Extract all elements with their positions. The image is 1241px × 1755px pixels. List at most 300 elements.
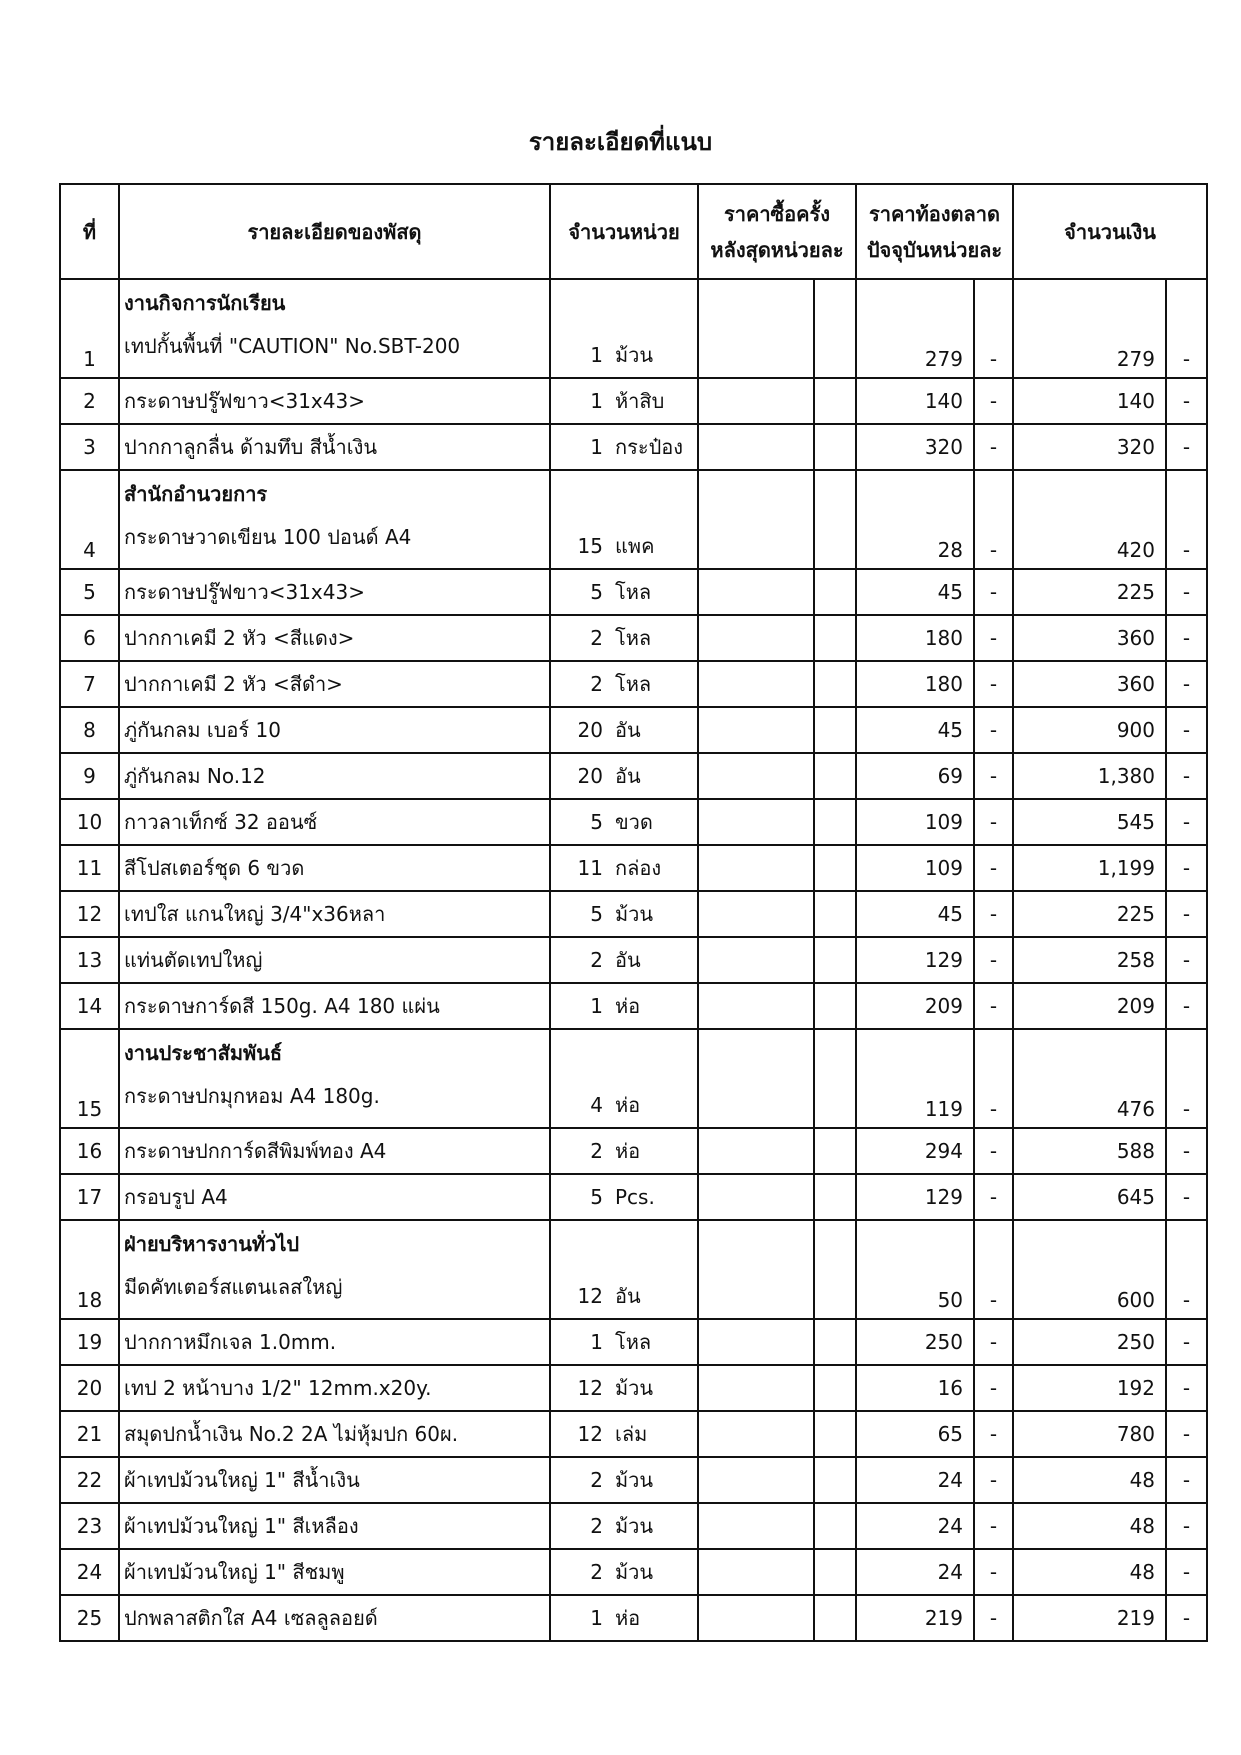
description-cell [119,661,550,707]
quantity-unit: กล่อง [615,856,662,880]
market-price: 129 [856,1174,974,1220]
description-cell [119,424,550,470]
market-price-decimal: - [974,1319,1013,1365]
amount: 48 [1013,1549,1166,1595]
quantity-cell [550,707,698,753]
last-price-decimal-cell [814,1549,856,1595]
market-price-decimal: - [974,1220,1013,1319]
last-price-decimal-cell [814,1365,856,1411]
market-price: 109 [856,799,974,845]
market-price: 45 [856,569,974,615]
amount: 476 [1013,1029,1166,1128]
item-number: 1 [60,279,119,378]
amount: 588 [1013,1128,1166,1174]
table-row [60,1503,1207,1549]
item-number: 19 [60,1319,119,1365]
quantity-value: 2 [590,1514,603,1538]
last-price-decimal-cell [814,1220,856,1319]
header-no: ที่ [60,184,119,279]
last-price-cell [698,1595,814,1641]
amount: 780 [1013,1411,1166,1457]
last-price-cell [698,569,814,615]
description-cell [119,1128,550,1174]
description-cell [119,569,550,615]
market-price: 24 [856,1457,974,1503]
quantity-cell [550,1365,698,1411]
last-price-decimal-cell [814,1029,856,1128]
last-price-cell [698,983,814,1029]
market-price-decimal: - [974,378,1013,424]
quantity-value: 1 [590,994,603,1018]
table-body [60,279,1207,1641]
description-cell [119,799,550,845]
table-row [60,937,1207,983]
last-price-decimal-cell [814,1128,856,1174]
quantity-cell [550,279,698,378]
market-price: 50 [856,1220,974,1319]
market-price-decimal: - [974,1174,1013,1220]
table-row [60,845,1207,891]
market-price-decimal: - [974,1595,1013,1641]
quantity-value: 2 [590,1560,603,1584]
last-price-decimal-cell [814,1319,856,1365]
item-number: 4 [60,470,119,569]
quantity-cell [550,661,698,707]
table-row [60,615,1207,661]
item-description: ปากกาลูกลื่น ด้ามทึบ สีน้ำเงิน [124,435,378,459]
market-price-decimal: - [974,661,1013,707]
item-description: เทปใส แกนใหญ่ 3/4"x36หลา [124,902,386,926]
amount-decimal: - [1166,1128,1207,1174]
table-row [60,1220,1207,1319]
description-cell [119,983,550,1029]
quantity-unit: โหล [615,1330,652,1354]
market-price-decimal: - [974,1365,1013,1411]
amount: 360 [1013,615,1166,661]
description-cell [119,1319,550,1365]
quantity-unit: ห่อ [615,994,641,1018]
quantity-cell [550,1029,698,1128]
amount-decimal: - [1166,1595,1207,1641]
table-row [60,753,1207,799]
description-cell [119,1595,550,1641]
item-number: 5 [60,569,119,615]
market-price-decimal: - [974,1029,1013,1128]
quantity-cell [550,424,698,470]
item-description: ผ้าเทปม้วนใหญ่ 1" สีชมพู [124,1560,345,1584]
amount-decimal: - [1166,1029,1207,1128]
market-price: 45 [856,707,974,753]
table-row [60,661,1207,707]
quantity-cell [550,378,698,424]
item-description: กระดาษวาดเขียน 100 ปอนด์ A4 [124,525,412,549]
quantity-unit: ม้วน [615,1376,654,1400]
quantity-cell [550,799,698,845]
item-description: มีดคัทเตอร์สแตนเลสใหญ่ [124,1275,343,1299]
quantity-cell [550,983,698,1029]
quantity-unit: แพค [615,534,655,558]
quantity-cell [550,845,698,891]
quantity-unit: ม้วน [615,1514,654,1538]
last-price-cell [698,1029,814,1128]
amount-decimal: - [1166,753,1207,799]
amount-decimal: - [1166,707,1207,753]
market-price-decimal: - [974,799,1013,845]
market-price: 69 [856,753,974,799]
table-row [60,1411,1207,1457]
amount-decimal: - [1166,661,1207,707]
last-price-cell [698,707,814,753]
item-description: ภู่กันกลม เบอร์ 10 [124,718,281,742]
market-price: 250 [856,1319,974,1365]
quantity-value: 20 [577,718,603,742]
market-price: 65 [856,1411,974,1457]
market-price-decimal: - [974,470,1013,569]
quantity-value: 1 [590,389,603,413]
header-last-price-line2: หลังสุดหน่วยละ [710,237,844,262]
market-price: 294 [856,1128,974,1174]
last-price-cell [698,1457,814,1503]
quantity-value: 5 [590,1185,603,1209]
market-price-decimal: - [974,615,1013,661]
item-description: ปากกาเคมี 2 หัว <สีดำ> [124,672,343,696]
item-number: 14 [60,983,119,1029]
item-description: กระดาษปกการ์ดสีพิมพ์ทอง A4 [124,1139,387,1163]
quantity-value: 4 [590,1093,603,1117]
description-cell [119,470,550,569]
market-price: 119 [856,1029,974,1128]
item-number: 15 [60,1029,119,1128]
description-cell [119,378,550,424]
quantity-value: 11 [577,856,603,880]
market-price: 24 [856,1503,974,1549]
last-price-decimal-cell [814,707,856,753]
amount: 360 [1013,661,1166,707]
item-number: 2 [60,378,119,424]
description-cell [119,1411,550,1457]
last-price-decimal-cell [814,1411,856,1457]
last-price-decimal-cell [814,569,856,615]
last-price-decimal-cell [814,1457,856,1503]
quantity-value: 2 [590,672,603,696]
quantity-value: 1 [590,1330,603,1354]
header-row [60,184,1207,279]
amount: 545 [1013,799,1166,845]
item-number: 24 [60,1549,119,1595]
item-description: กาวลาเท็กซ์ 32 ออนซ์ [124,810,318,834]
quantity-value: 2 [590,626,603,650]
group-heading: ฝ่ายบริหารงานทั่วไป [124,1232,300,1256]
market-price: 129 [856,937,974,983]
market-price-decimal: - [974,569,1013,615]
market-price-decimal: - [974,1549,1013,1595]
amount: 250 [1013,1319,1166,1365]
market-price: 24 [856,1549,974,1595]
amount: 320 [1013,424,1166,470]
quantity-value: 15 [577,534,603,558]
item-description: กระดาษปกมุกหอม A4 180g. [124,1084,380,1108]
quantity-value: 1 [590,343,603,367]
item-number: 18 [60,1220,119,1319]
market-price: 28 [856,470,974,569]
last-price-decimal-cell [814,470,856,569]
market-price-decimal: - [974,707,1013,753]
table-row [60,1174,1207,1220]
last-price-cell [698,1503,814,1549]
amount: 225 [1013,569,1166,615]
amount-decimal: - [1166,1503,1207,1549]
last-price-decimal-cell [814,661,856,707]
quantity-cell [550,1595,698,1641]
market-price: 209 [856,983,974,1029]
table-row [60,799,1207,845]
amount-decimal: - [1166,845,1207,891]
item-description: ผ้าเทปม้วนใหญ่ 1" สีน้ำเงิน [124,1468,360,1492]
table-row [60,1319,1207,1365]
amount: 1,199 [1013,845,1166,891]
last-price-cell [698,1549,814,1595]
last-price-decimal-cell [814,845,856,891]
quantity-value: 5 [590,902,603,926]
amount: 600 [1013,1220,1166,1319]
table-row [60,1549,1207,1595]
last-price-cell [698,799,814,845]
description-cell [119,1365,550,1411]
item-number: 12 [60,891,119,937]
item-description: เทปกั้นพื้นที่ "CAUTION" No.SBT-200 [124,334,461,358]
group-heading: งานประชาสัมพันธ์ [124,1041,283,1065]
market-price-decimal: - [974,1503,1013,1549]
last-price-decimal-cell [814,983,856,1029]
table-row [60,1029,1207,1128]
quantity-unit: โหล [615,626,652,650]
description-cell [119,1549,550,1595]
quantity-unit: อัน [615,718,641,742]
table-row [60,279,1207,378]
quantity-unit: อัน [615,1284,641,1308]
last-price-decimal-cell [814,1174,856,1220]
item-number: 23 [60,1503,119,1549]
group-heading: งานกิจการนักเรียน [124,291,286,315]
amount-decimal: - [1166,424,1207,470]
last-price-cell [698,1411,814,1457]
amount-decimal: - [1166,937,1207,983]
amount-decimal: - [1166,1174,1207,1220]
quantity-value: 1 [590,1606,603,1630]
item-description: ปากกาหมึกเจล 1.0mm. [124,1330,337,1354]
market-price-decimal: - [974,1128,1013,1174]
item-number: 8 [60,707,119,753]
market-price: 279 [856,279,974,378]
last-price-cell [698,891,814,937]
quantity-unit: ห่อ [615,1093,641,1117]
quantity-unit: ม้วน [615,1560,654,1584]
amount-decimal: - [1166,470,1207,569]
quantity-unit: ห้าสิบ [615,389,665,413]
quantity-value: 20 [577,764,603,788]
last-price-decimal-cell [814,615,856,661]
table-row [60,569,1207,615]
last-price-decimal-cell [814,279,856,378]
quantity-cell [550,1220,698,1319]
amount-decimal: - [1166,615,1207,661]
last-price-decimal-cell [814,937,856,983]
amount: 48 [1013,1457,1166,1503]
last-price-decimal-cell [814,378,856,424]
market-price: 180 [856,615,974,661]
table-row [60,1365,1207,1411]
item-description: แท่นตัดเทปใหญ่ [124,948,263,972]
quantity-unit: Pcs. [615,1185,655,1209]
description-cell [119,707,550,753]
amount: 1,380 [1013,753,1166,799]
last-price-decimal-cell [814,753,856,799]
last-price-cell [698,279,814,378]
item-description: กระดาษการ์ดสี 150g. A4 180 แผ่น [124,994,440,1018]
item-number: 9 [60,753,119,799]
header-quantity: จำนวนหน่วย [550,184,698,279]
quantity-unit: โหล [615,672,652,696]
amount-decimal: - [1166,1549,1207,1595]
item-description: ผ้าเทปม้วนใหญ่ 1" สีเหลือง [124,1514,359,1538]
quantity-cell [550,1549,698,1595]
last-price-cell [698,753,814,799]
header-market-price-line1: ราคาท้องตลาด [869,201,1001,226]
amount-decimal: - [1166,279,1207,378]
quantity-cell [550,1503,698,1549]
amount-decimal: - [1166,1220,1207,1319]
last-price-decimal-cell [814,424,856,470]
quantity-cell [550,1457,698,1503]
last-price-cell [698,1128,814,1174]
quantity-value: 12 [577,1376,603,1400]
last-price-cell [698,615,814,661]
last-price-decimal-cell [814,1595,856,1641]
amount-decimal: - [1166,983,1207,1029]
amount: 192 [1013,1365,1166,1411]
quantity-unit: ม้วน [615,1468,654,1492]
description-cell [119,1174,550,1220]
item-description: กรอบรูป A4 [124,1185,228,1209]
description-cell [119,845,550,891]
quantity-cell [550,753,698,799]
description-cell [119,891,550,937]
quantity-unit: ห่อ [615,1606,641,1630]
table-row [60,891,1207,937]
quantity-cell [550,1174,698,1220]
last-price-decimal-cell [814,891,856,937]
amount: 209 [1013,983,1166,1029]
quantity-value: 1 [590,435,603,459]
quantity-cell [550,1128,698,1174]
item-number: 17 [60,1174,119,1220]
quantity-unit: ม้วน [615,902,654,926]
quantity-unit: ห่อ [615,1139,641,1163]
amount-decimal: - [1166,1365,1207,1411]
quantity-cell [550,1411,698,1457]
quantity-unit: ม้วน [615,343,654,367]
amount-decimal: - [1166,569,1207,615]
amount-decimal: - [1166,378,1207,424]
market-price: 140 [856,378,974,424]
amount-decimal: - [1166,1319,1207,1365]
header-last-price-line1: ราคาซื้อครั้ง [723,201,831,226]
last-price-cell [698,1319,814,1365]
item-description: กระดาษปรู๊ฟขาว<31x43> [124,580,365,604]
item-number: 22 [60,1457,119,1503]
last-price-cell [698,424,814,470]
market-price: 109 [856,845,974,891]
description-cell [119,1029,550,1128]
header-market-price [856,184,1013,279]
quantity-unit: กระป๋อง [615,435,684,459]
item-number: 10 [60,799,119,845]
description-cell [119,753,550,799]
quantity-unit: เล่ม [615,1422,648,1446]
amount: 225 [1013,891,1166,937]
quantity-unit: อัน [615,948,641,972]
quantity-value: 5 [590,580,603,604]
item-description: ปากกาเคมี 2 หัว <สีแดง> [124,626,355,650]
amount: 420 [1013,470,1166,569]
description-cell [119,1457,550,1503]
last-price-cell [698,845,814,891]
last-price-cell [698,1174,814,1220]
item-number: 16 [60,1128,119,1174]
quantity-value: 12 [577,1422,603,1446]
item-number: 20 [60,1365,119,1411]
last-price-cell [698,1220,814,1319]
last-price-cell [698,470,814,569]
quantity-cell [550,891,698,937]
table-row [60,378,1207,424]
table-row [60,1457,1207,1503]
last-price-cell [698,661,814,707]
item-number: 7 [60,661,119,707]
item-description: ปกพลาสติกใส A4 เซลลูลอยด์ [124,1606,378,1630]
item-description: เทป 2 หน้าบาง 1/2" 12mm.x20y. [124,1376,432,1400]
last-price-decimal-cell [814,799,856,845]
amount-decimal: - [1166,1457,1207,1503]
amount-decimal: - [1166,891,1207,937]
item-number: 21 [60,1411,119,1457]
amount: 645 [1013,1174,1166,1220]
quantity-value: 12 [577,1284,603,1308]
quantity-value: 2 [590,948,603,972]
table-row [60,424,1207,470]
quantity-cell [550,937,698,983]
description-cell [119,937,550,983]
amount-decimal: - [1166,799,1207,845]
quantity-value: 2 [590,1468,603,1492]
market-price: 219 [856,1595,974,1641]
header-last-price [698,184,856,279]
item-description: สมุดปกน้ำเงิน No.2 2A ไม่หุ้มปก 60ผ. [124,1422,459,1446]
market-price: 16 [856,1365,974,1411]
description-cell [119,1503,550,1549]
table-row [60,707,1207,753]
item-description: ภู่กันกลม No.12 [124,764,266,788]
market-price-decimal: - [974,1411,1013,1457]
item-number: 25 [60,1595,119,1641]
item-number: 6 [60,615,119,661]
market-price-decimal: - [974,983,1013,1029]
last-price-decimal-cell [814,1503,856,1549]
market-price-decimal: - [974,1457,1013,1503]
item-number: 3 [60,424,119,470]
document-title: รายละเอียดที่แนบ [528,128,713,156]
quantity-unit: ขวด [615,810,653,834]
